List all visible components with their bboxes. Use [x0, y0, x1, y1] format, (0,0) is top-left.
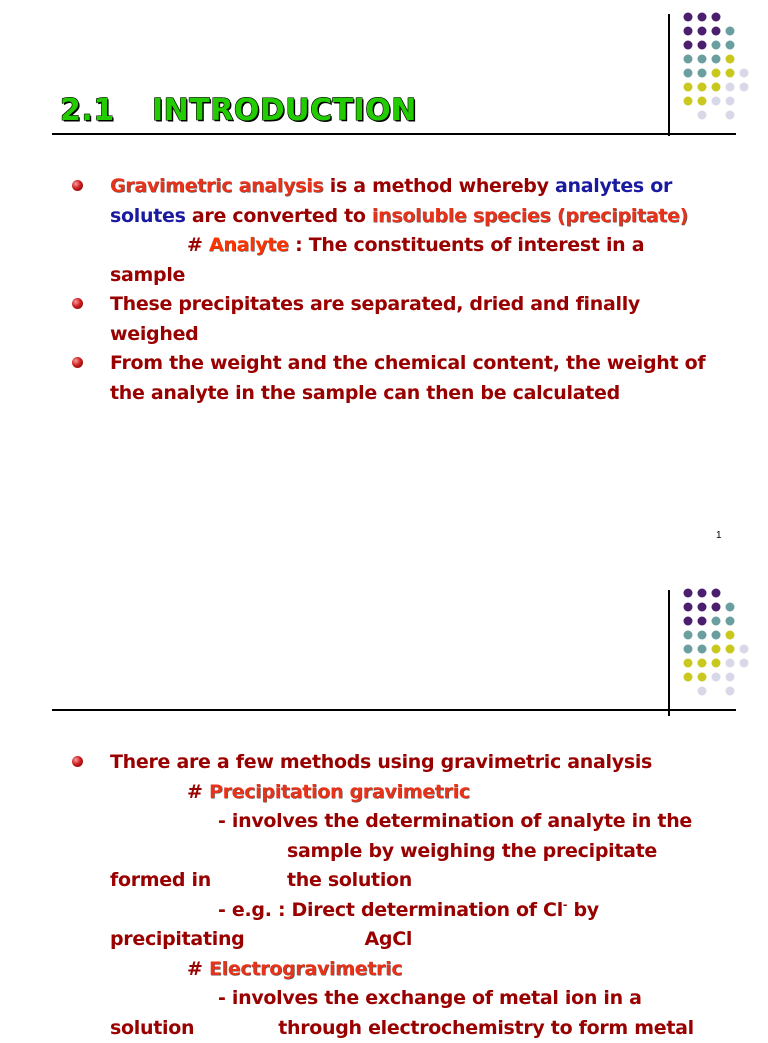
- bullet-2-line-1: [110, 290, 730, 320]
- text-span: These precipitates are separated, dried and finally: [110, 293, 640, 315]
- term-solutes: solutes: [110, 205, 186, 227]
- superscript-charge: -: [563, 898, 567, 911]
- term-electrogravimetric: Electrogravimetric: [209, 958, 402, 980]
- horizontal-divider: [52, 133, 736, 135]
- text-span: AgCl: [364, 928, 412, 950]
- text-span: the solution: [287, 869, 412, 891]
- text-span: by: [567, 899, 599, 921]
- term-analytes: analytes or: [555, 175, 672, 197]
- bullet-1-line-1: [110, 172, 730, 202]
- hash-marker: #: [187, 234, 209, 256]
- text-span: the analyte in the sample can then be calculated: [110, 382, 620, 404]
- precipitation-desc-line-2: [110, 837, 730, 867]
- text-span: - e.g. : Direct determination of Cl: [218, 899, 563, 921]
- text-span: From the weight and the chemical content, the weight of: [110, 352, 705, 374]
- bullet-icon: [72, 357, 83, 368]
- text-span: - involves the exchange of metal ion in a: [218, 987, 642, 1009]
- hash-marker: #: [187, 958, 209, 980]
- horizontal-divider: [52, 709, 736, 711]
- precipitation-desc-line-3: [110, 866, 730, 896]
- vertical-divider: [668, 14, 670, 136]
- precipitation-desc-line-1: [110, 807, 730, 837]
- bullet-3-line-1: [110, 349, 730, 379]
- text-span: is a method whereby: [323, 175, 555, 197]
- text-span: solution: [110, 1017, 194, 1039]
- precipitation-example-line-1: [110, 896, 730, 926]
- text-span: sample: [110, 264, 185, 286]
- method-electrogravimetric-heading: [110, 955, 730, 985]
- hash-marker: #: [187, 781, 209, 803]
- title-text: INTRODUCTION: [152, 93, 417, 128]
- slide-1-body: [110, 172, 730, 408]
- dot-grid-icon: [684, 13, 749, 120]
- text-span: through electrochemistry to form metal: [278, 1017, 694, 1039]
- electrogravimetric-desc-line-1: [110, 984, 730, 1014]
- text-span: formed in: [110, 869, 211, 891]
- term-precipitation-gravimetric: Precipitation gravimetric: [209, 781, 470, 803]
- text-span: are converted to: [186, 205, 372, 227]
- term-insoluble-species: insoluble species (precipitate): [372, 205, 688, 227]
- slide-2: [0, 576, 768, 1024]
- text-span: - involves the determination of analyte in the: [218, 810, 692, 832]
- text-span: precipitating: [110, 928, 244, 950]
- bullet-icon: [72, 298, 83, 309]
- text-span: weighed: [110, 323, 198, 345]
- dot-grid-decoration: [683, 12, 753, 120]
- text-span: There are a few methods using gravimetric analysis: [110, 751, 652, 773]
- title-number: 2.1: [60, 93, 152, 128]
- bullet-1-line-4: [110, 261, 730, 291]
- term-gravimetric-analysis: Gravimetric analysis: [110, 175, 323, 197]
- page-number: 1: [716, 530, 722, 541]
- slide-2-body: [110, 748, 730, 1043]
- bullet-1-line-1: [110, 748, 730, 778]
- text-span: : The constituents of interest in a: [289, 234, 644, 256]
- precipitation-example-line-2: [110, 925, 730, 955]
- bullet-2-line-2: [110, 320, 730, 350]
- text-span: sample by weighing the precipitate: [287, 840, 657, 862]
- bullet-icon: [72, 756, 83, 767]
- slide-title: [60, 93, 417, 128]
- bullet-1-line-3: [110, 231, 730, 261]
- bullet-icon: [72, 180, 83, 191]
- bullet-3-line-2: [110, 379, 730, 409]
- dot-grid-decoration: [683, 588, 753, 696]
- dot-grid-icon: [684, 589, 749, 696]
- term-analyte: Analyte: [209, 234, 289, 256]
- bullet-1-line-2: [110, 202, 730, 232]
- electrogravimetric-desc-line-2: [110, 1014, 730, 1043]
- vertical-divider: [668, 590, 670, 716]
- method-precipitation-heading: [110, 778, 730, 808]
